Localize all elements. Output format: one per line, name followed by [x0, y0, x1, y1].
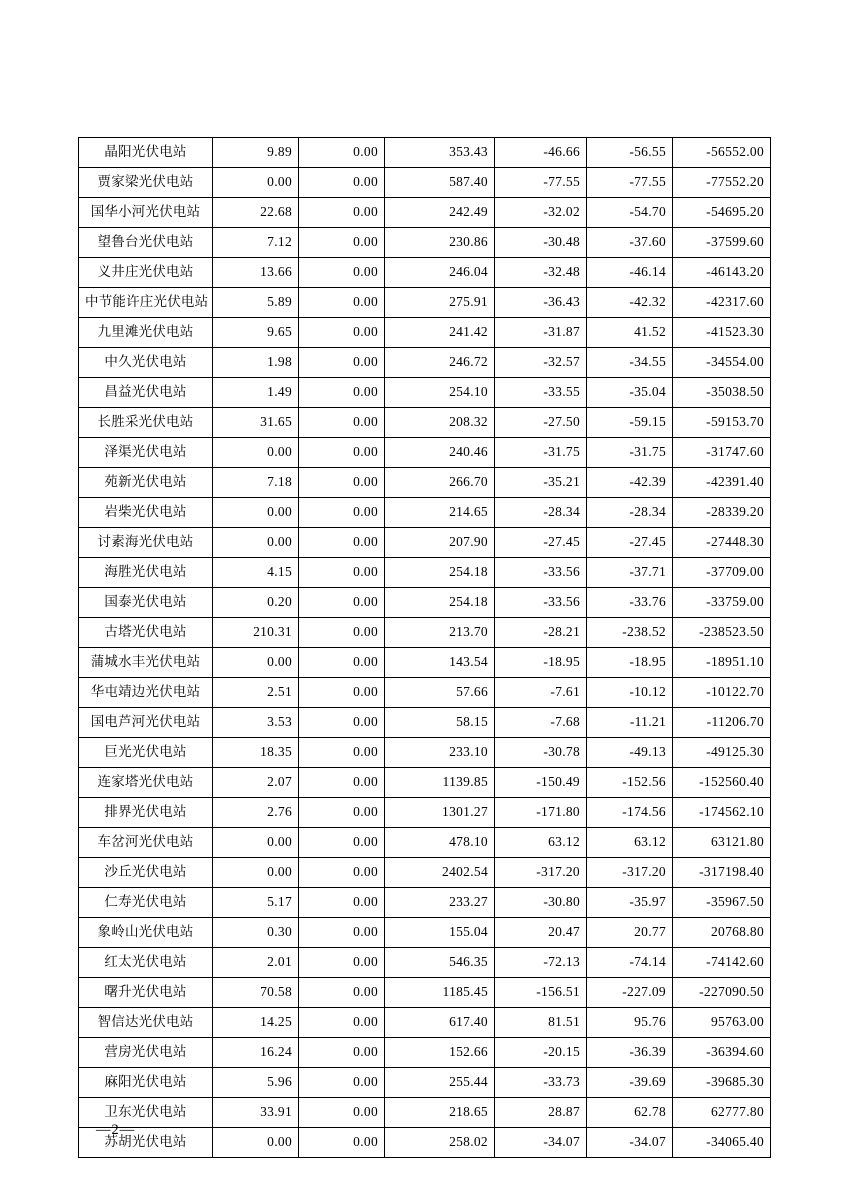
station-name-cell: 九里滩光伏电站 — [79, 318, 213, 348]
value-cell: -42391.40 — [673, 468, 771, 498]
value-cell: 62.78 — [587, 1098, 673, 1128]
value-cell: 0.00 — [299, 498, 385, 528]
value-cell: 58.15 — [385, 708, 495, 738]
value-cell: 0.00 — [299, 618, 385, 648]
value-cell: 5.89 — [213, 288, 299, 318]
value-cell: 7.18 — [213, 468, 299, 498]
station-name-cell: 讨素海光伏电站 — [79, 528, 213, 558]
value-cell: -27448.30 — [673, 528, 771, 558]
value-cell: -7.61 — [495, 678, 587, 708]
table-row — [79, 138, 771, 168]
station-name-cell: 岩柴光伏电站 — [79, 498, 213, 528]
value-cell: 266.70 — [385, 468, 495, 498]
station-name-cell: 古塔光伏电站 — [79, 618, 213, 648]
table-row — [79, 498, 771, 528]
value-cell: 254.18 — [385, 558, 495, 588]
value-cell: -30.78 — [495, 738, 587, 768]
table-row — [79, 978, 771, 1008]
value-cell: 0.00 — [299, 558, 385, 588]
table-row — [79, 888, 771, 918]
value-cell: 0.00 — [299, 738, 385, 768]
value-cell: 155.04 — [385, 918, 495, 948]
value-cell: 13.66 — [213, 258, 299, 288]
value-cell: -227090.50 — [673, 978, 771, 1008]
value-cell: 230.86 — [385, 228, 495, 258]
value-cell: 20.77 — [587, 918, 673, 948]
station-name-cell: 义井庄光伏电站 — [79, 258, 213, 288]
table-row — [79, 228, 771, 258]
value-cell: 275.91 — [385, 288, 495, 318]
value-cell: 1.98 — [213, 348, 299, 378]
value-cell: 152.66 — [385, 1038, 495, 1068]
value-cell: 0.00 — [213, 648, 299, 678]
value-cell: 214.65 — [385, 498, 495, 528]
value-cell: -33.73 — [495, 1068, 587, 1098]
table-row — [79, 948, 771, 978]
value-cell: -27.50 — [495, 408, 587, 438]
table-row — [79, 588, 771, 618]
value-cell: 0.00 — [299, 408, 385, 438]
value-cell: 210.31 — [213, 618, 299, 648]
value-cell: 0.00 — [299, 888, 385, 918]
value-cell: -74.14 — [587, 948, 673, 978]
station-name-cell: 排界光伏电站 — [79, 798, 213, 828]
value-cell: 218.65 — [385, 1098, 495, 1128]
value-cell: 20768.80 — [673, 918, 771, 948]
table-row — [79, 708, 771, 738]
value-cell: 1.49 — [213, 378, 299, 408]
value-cell: -152.56 — [587, 768, 673, 798]
table-row — [79, 1008, 771, 1038]
value-cell: -174562.10 — [673, 798, 771, 828]
value-cell: 2.51 — [213, 678, 299, 708]
value-cell: -10.12 — [587, 678, 673, 708]
value-cell: 0.00 — [299, 438, 385, 468]
table-row — [79, 858, 771, 888]
station-name-cell: 麻阳光伏电站 — [79, 1068, 213, 1098]
station-name-cell: 沙丘光伏电站 — [79, 858, 213, 888]
value-cell: -31.87 — [495, 318, 587, 348]
value-cell: -72.13 — [495, 948, 587, 978]
station-name-cell: 营房光伏电站 — [79, 1038, 213, 1068]
table-row — [79, 918, 771, 948]
value-cell: -20.15 — [495, 1038, 587, 1068]
value-cell: -317.20 — [587, 858, 673, 888]
value-cell: 0.00 — [299, 1098, 385, 1128]
value-cell: -46.66 — [495, 138, 587, 168]
table-row — [79, 378, 771, 408]
table-row — [79, 1038, 771, 1068]
value-cell: -49125.30 — [673, 738, 771, 768]
value-cell: 240.46 — [385, 438, 495, 468]
table-row — [79, 1128, 771, 1158]
station-name-cell: 车岔河光伏电站 — [79, 828, 213, 858]
value-cell: -34.55 — [587, 348, 673, 378]
value-cell: 1185.45 — [385, 978, 495, 1008]
value-cell: 1301.27 — [385, 798, 495, 828]
station-name-cell: 泽渠光伏电站 — [79, 438, 213, 468]
table-row — [79, 408, 771, 438]
station-name-cell: 曙升光伏电站 — [79, 978, 213, 1008]
value-cell: 31.65 — [213, 408, 299, 438]
value-cell: 0.00 — [299, 768, 385, 798]
value-cell: 255.44 — [385, 1068, 495, 1098]
value-cell: 0.00 — [299, 1038, 385, 1068]
value-cell: 0.00 — [299, 138, 385, 168]
value-cell: 0.00 — [299, 1128, 385, 1158]
value-cell: -41523.30 — [673, 318, 771, 348]
value-cell: 3.53 — [213, 708, 299, 738]
value-cell: 33.91 — [213, 1098, 299, 1128]
value-cell: -317.20 — [495, 858, 587, 888]
value-cell: -33.56 — [495, 558, 587, 588]
value-cell: -37.71 — [587, 558, 673, 588]
station-name-cell: 中久光伏电站 — [79, 348, 213, 378]
value-cell: 546.35 — [385, 948, 495, 978]
value-cell: -77.55 — [495, 168, 587, 198]
value-cell: -49.13 — [587, 738, 673, 768]
table-body — [79, 138, 771, 1158]
value-cell: 254.18 — [385, 588, 495, 618]
value-cell: -32.02 — [495, 198, 587, 228]
value-cell: 0.00 — [213, 498, 299, 528]
table-row — [79, 198, 771, 228]
station-name-cell: 蒲城水丰光伏电站 — [79, 648, 213, 678]
value-cell: 0.00 — [299, 258, 385, 288]
value-cell: 2.07 — [213, 768, 299, 798]
value-cell: 0.00 — [299, 678, 385, 708]
value-cell: 18.35 — [213, 738, 299, 768]
value-cell: 0.00 — [299, 1008, 385, 1038]
value-cell: -27.45 — [587, 528, 673, 558]
table-row — [79, 768, 771, 798]
value-cell: 208.32 — [385, 408, 495, 438]
value-cell: 0.00 — [299, 948, 385, 978]
value-cell: -156.51 — [495, 978, 587, 1008]
value-cell: -227.09 — [587, 978, 673, 1008]
value-cell: 5.17 — [213, 888, 299, 918]
value-cell: -35.97 — [587, 888, 673, 918]
table-row — [79, 678, 771, 708]
value-cell: 7.12 — [213, 228, 299, 258]
value-cell: 57.66 — [385, 678, 495, 708]
value-cell: 0.00 — [299, 588, 385, 618]
value-cell: 28.87 — [495, 1098, 587, 1128]
value-cell: -32.48 — [495, 258, 587, 288]
value-cell: 16.24 — [213, 1038, 299, 1068]
value-cell: 5.96 — [213, 1068, 299, 1098]
value-cell: -35.21 — [495, 468, 587, 498]
value-cell: 63121.80 — [673, 828, 771, 858]
value-cell: 353.43 — [385, 138, 495, 168]
value-cell: -77.55 — [587, 168, 673, 198]
value-cell: 2.01 — [213, 948, 299, 978]
value-cell: 22.68 — [213, 198, 299, 228]
station-name-cell: 国泰光伏电站 — [79, 588, 213, 618]
value-cell: 63.12 — [587, 828, 673, 858]
value-cell: 0.00 — [299, 228, 385, 258]
value-cell: -36.43 — [495, 288, 587, 318]
value-cell: -77552.20 — [673, 168, 771, 198]
table-row — [79, 528, 771, 558]
value-cell: -46.14 — [587, 258, 673, 288]
station-name-cell: 中节能许庄光伏电站 — [79, 288, 213, 318]
value-cell: 207.90 — [385, 528, 495, 558]
value-cell: 0.00 — [213, 858, 299, 888]
value-cell: 70.58 — [213, 978, 299, 1008]
value-cell: -33759.00 — [673, 588, 771, 618]
table-row — [79, 828, 771, 858]
table-row — [79, 558, 771, 588]
value-cell: -34554.00 — [673, 348, 771, 378]
station-name-cell: 象岭山光伏电站 — [79, 918, 213, 948]
value-cell: -42.39 — [587, 468, 673, 498]
value-cell: -35038.50 — [673, 378, 771, 408]
value-cell: -34065.40 — [673, 1128, 771, 1158]
station-name-cell: 连家塔光伏电站 — [79, 768, 213, 798]
value-cell: -171.80 — [495, 798, 587, 828]
value-cell: 9.65 — [213, 318, 299, 348]
value-cell: -56552.00 — [673, 138, 771, 168]
value-cell: 0.00 — [299, 198, 385, 228]
value-cell: 0.00 — [299, 798, 385, 828]
value-cell: -31747.60 — [673, 438, 771, 468]
value-cell: -42.32 — [587, 288, 673, 318]
value-cell: -10122.70 — [673, 678, 771, 708]
value-cell: -31.75 — [495, 438, 587, 468]
station-name-cell: 红太光伏电站 — [79, 948, 213, 978]
table-row — [79, 288, 771, 318]
value-cell: 9.89 — [213, 138, 299, 168]
station-name-cell: 苑新光伏电站 — [79, 468, 213, 498]
value-cell: 0.00 — [213, 828, 299, 858]
value-cell: 254.10 — [385, 378, 495, 408]
value-cell: 0.00 — [299, 978, 385, 1008]
value-cell: -35.04 — [587, 378, 673, 408]
value-cell: -32.57 — [495, 348, 587, 378]
station-name-cell: 国电芦河光伏电站 — [79, 708, 213, 738]
table-row — [79, 318, 771, 348]
value-cell: -7.68 — [495, 708, 587, 738]
value-cell: -36.39 — [587, 1038, 673, 1068]
value-cell: 0.00 — [299, 828, 385, 858]
value-cell: 0.00 — [299, 288, 385, 318]
value-cell: -33.55 — [495, 378, 587, 408]
value-cell: -33.76 — [587, 588, 673, 618]
station-name-cell: 贾家梁光伏电站 — [79, 168, 213, 198]
value-cell: -11.21 — [587, 708, 673, 738]
value-cell: 0.00 — [299, 378, 385, 408]
station-name-cell: 智信达光伏电站 — [79, 1008, 213, 1038]
value-cell: 233.27 — [385, 888, 495, 918]
value-cell: -31.75 — [587, 438, 673, 468]
value-cell: -28.34 — [587, 498, 673, 528]
table-row — [79, 1068, 771, 1098]
station-name-cell: 国华小河光伏电站 — [79, 198, 213, 228]
value-cell: 0.00 — [299, 348, 385, 378]
station-name-cell: 仁寿光伏电站 — [79, 888, 213, 918]
value-cell: -74142.60 — [673, 948, 771, 978]
table-row — [79, 1098, 771, 1128]
value-cell: -18.95 — [495, 648, 587, 678]
value-cell: -33.56 — [495, 588, 587, 618]
value-cell: 63.12 — [495, 828, 587, 858]
table-row — [79, 648, 771, 678]
value-cell: 242.49 — [385, 198, 495, 228]
value-cell: 1139.85 — [385, 768, 495, 798]
value-cell: -27.45 — [495, 528, 587, 558]
value-cell: -59153.70 — [673, 408, 771, 438]
value-cell: -28.34 — [495, 498, 587, 528]
value-cell: 0.00 — [213, 528, 299, 558]
value-cell: -174.56 — [587, 798, 673, 828]
value-cell: 246.72 — [385, 348, 495, 378]
value-cell: 2402.54 — [385, 858, 495, 888]
table-row — [79, 168, 771, 198]
value-cell: 617.40 — [385, 1008, 495, 1038]
value-cell: -39685.30 — [673, 1068, 771, 1098]
station-name-cell: 望鲁台光伏电站 — [79, 228, 213, 258]
value-cell: -37599.60 — [673, 228, 771, 258]
value-cell: 0.00 — [299, 168, 385, 198]
table-row — [79, 798, 771, 828]
value-cell: -54.70 — [587, 198, 673, 228]
value-cell: -39.69 — [587, 1068, 673, 1098]
value-cell: 0.00 — [299, 708, 385, 738]
value-cell: 0.00 — [213, 1128, 299, 1158]
value-cell: -37.60 — [587, 228, 673, 258]
value-cell: 4.15 — [213, 558, 299, 588]
value-cell: -30.80 — [495, 888, 587, 918]
value-cell: -150.49 — [495, 768, 587, 798]
value-cell: 587.40 — [385, 168, 495, 198]
value-cell: -54695.20 — [673, 198, 771, 228]
value-cell: 0.00 — [213, 438, 299, 468]
value-cell: -18951.10 — [673, 648, 771, 678]
value-cell: 0.00 — [299, 318, 385, 348]
value-cell: -37709.00 — [673, 558, 771, 588]
value-cell: -28.21 — [495, 618, 587, 648]
value-cell: -152560.40 — [673, 768, 771, 798]
station-name-cell: 苏胡光伏电站 — [79, 1128, 213, 1158]
table-row — [79, 258, 771, 288]
value-cell: -28339.20 — [673, 498, 771, 528]
value-cell: 246.04 — [385, 258, 495, 288]
value-cell: 0.00 — [299, 528, 385, 558]
value-cell: -34.07 — [495, 1128, 587, 1158]
value-cell: 62777.80 — [673, 1098, 771, 1128]
value-cell: 95763.00 — [673, 1008, 771, 1038]
value-cell: -11206.70 — [673, 708, 771, 738]
value-cell: -56.55 — [587, 138, 673, 168]
value-cell: -18.95 — [587, 648, 673, 678]
table-row — [79, 738, 771, 768]
value-cell: -238523.50 — [673, 618, 771, 648]
value-cell: 2.76 — [213, 798, 299, 828]
value-cell: 0.30 — [213, 918, 299, 948]
value-cell: -238.52 — [587, 618, 673, 648]
value-cell: 95.76 — [587, 1008, 673, 1038]
value-cell: 0.00 — [299, 918, 385, 948]
value-cell: 0.00 — [299, 648, 385, 678]
value-cell: 478.10 — [385, 828, 495, 858]
station-name-cell: 卫东光伏电站 — [79, 1098, 213, 1128]
value-cell: -42317.60 — [673, 288, 771, 318]
value-cell: 0.20 — [213, 588, 299, 618]
value-cell: -36394.60 — [673, 1038, 771, 1068]
value-cell: 233.10 — [385, 738, 495, 768]
value-cell: 143.54 — [385, 648, 495, 678]
value-cell: 258.02 — [385, 1128, 495, 1158]
value-cell: -30.48 — [495, 228, 587, 258]
value-cell: 213.70 — [385, 618, 495, 648]
table-row — [79, 438, 771, 468]
table-row — [79, 468, 771, 498]
table-row — [79, 348, 771, 378]
station-name-cell: 华屯靖边光伏电站 — [79, 678, 213, 708]
data-table-container — [78, 137, 770, 1158]
value-cell: -46143.20 — [673, 258, 771, 288]
station-name-cell: 昌益光伏电站 — [79, 378, 213, 408]
value-cell: 0.00 — [299, 858, 385, 888]
station-name-cell: 晶阳光伏电站 — [79, 138, 213, 168]
station-name-cell: 长胜采光伏电站 — [79, 408, 213, 438]
value-cell: 14.25 — [213, 1008, 299, 1038]
value-cell: 0.00 — [213, 168, 299, 198]
station-name-cell: 海胜光伏电站 — [79, 558, 213, 588]
value-cell: -35967.50 — [673, 888, 771, 918]
value-cell: -59.15 — [587, 408, 673, 438]
value-cell: 20.47 — [495, 918, 587, 948]
value-cell: 0.00 — [299, 468, 385, 498]
value-cell: 41.52 — [587, 318, 673, 348]
value-cell: -317198.40 — [673, 858, 771, 888]
value-cell: 0.00 — [299, 1068, 385, 1098]
value-cell: 81.51 — [495, 1008, 587, 1038]
power-station-table — [78, 137, 771, 1158]
value-cell: -34.07 — [587, 1128, 673, 1158]
table-row — [79, 618, 771, 648]
page-number: —2— — [96, 1122, 136, 1138]
value-cell: 241.42 — [385, 318, 495, 348]
station-name-cell: 巨光光伏电站 — [79, 738, 213, 768]
